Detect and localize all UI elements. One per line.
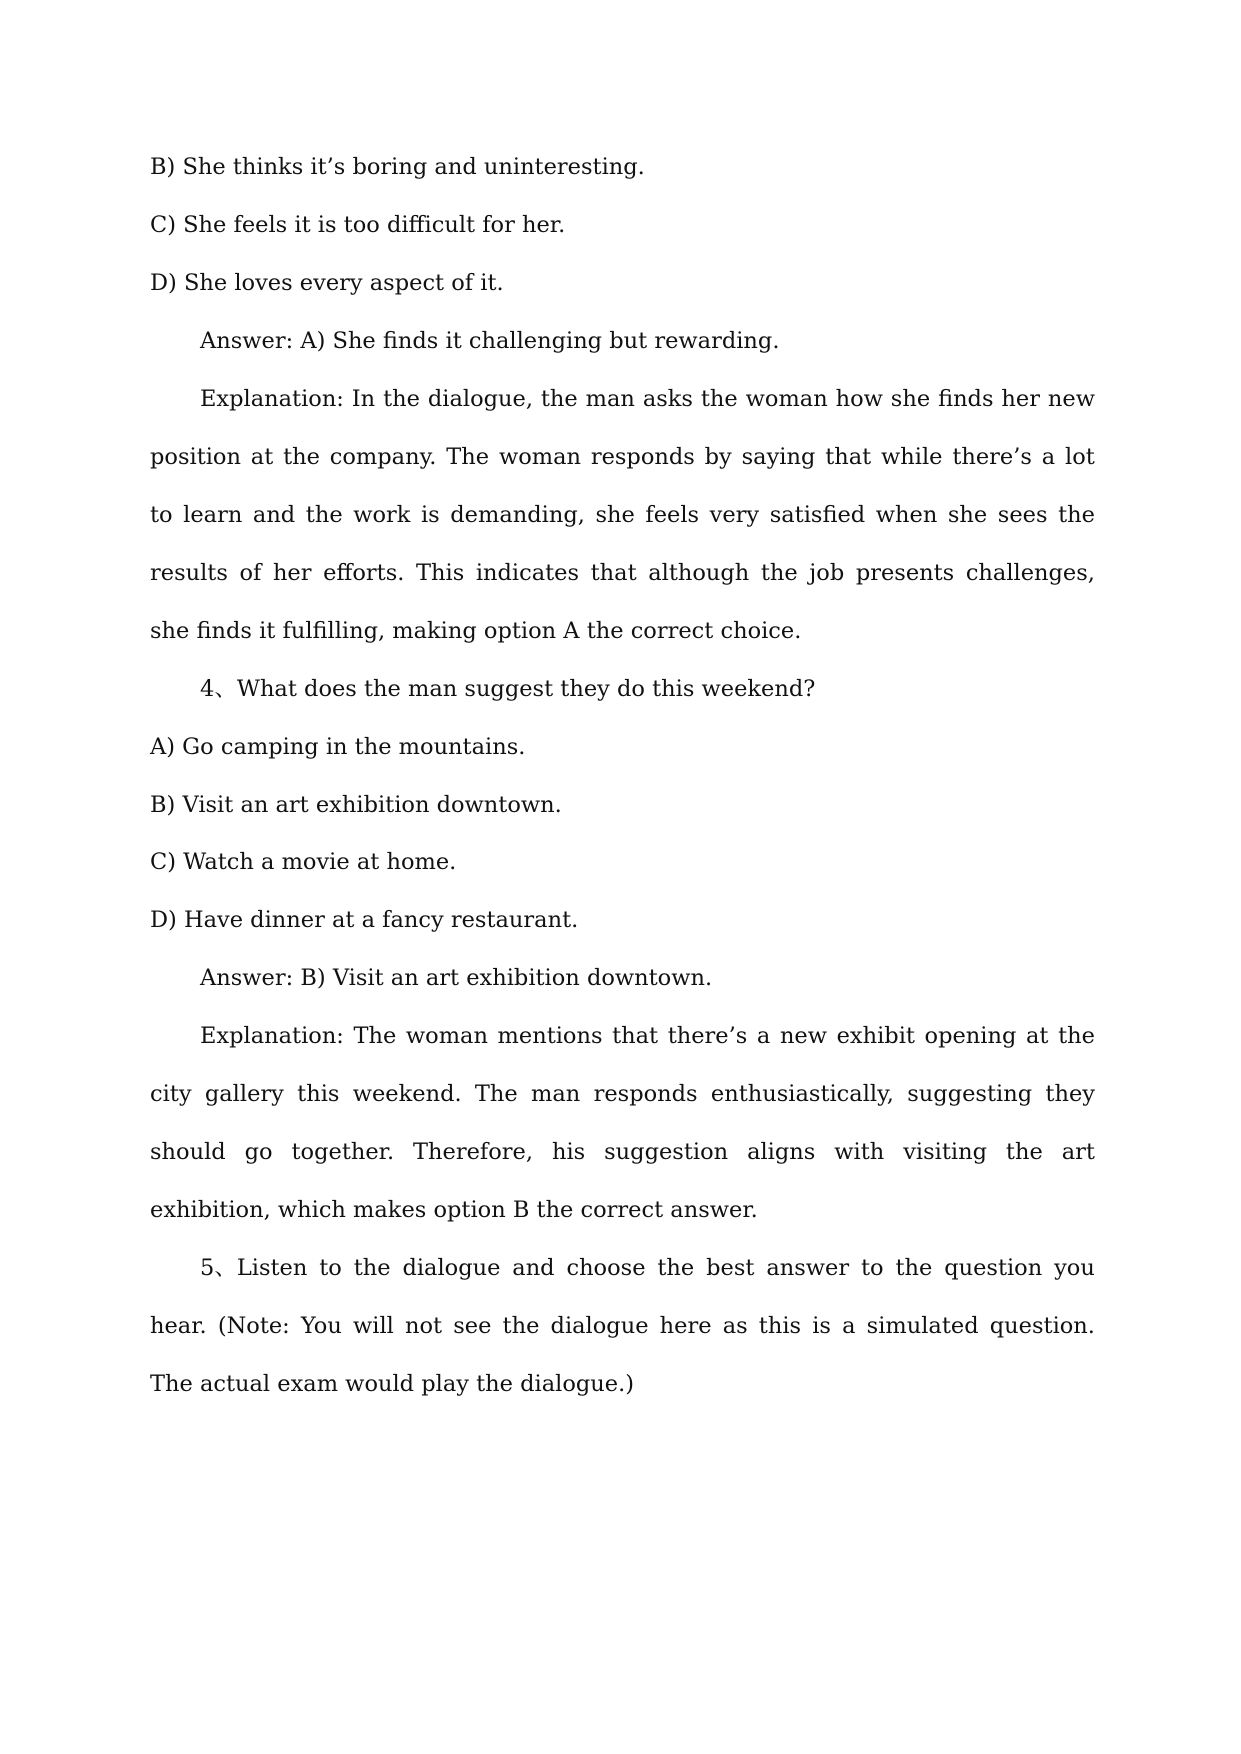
explanation-4-line-2: city gallery this weekend. The man responds enthusiastically, suggesting they (150, 1081, 1095, 1107)
question-5-line-2: hear. (Note: You will not see the dialogue here as this is a simulated question. (150, 1313, 1095, 1339)
explanation-4-line-3: should go together. Therefore, his suggestion aligns with visiting the art (150, 1139, 1095, 1165)
explanation-3-line-4: results of her efforts. This indicates that although the job presents challenges, (150, 560, 1095, 586)
question-5-line-1: 5、Listen to the dialogue and choose the best answer to the question you (200, 1255, 1095, 1281)
question-4-line: 4、What does the man suggest they do this weekend? (200, 676, 816, 702)
explanation-3-line-5: she finds it fulfilling, making option A the correct choice. (150, 618, 802, 644)
question-4-option-c: C) Watch a movie at home. (150, 849, 457, 875)
answer-3-line: Answer: A) She finds it challenging but rewarding. (200, 328, 780, 354)
answer-4-line: Answer: B) Visit an art exhibition downtown. (200, 965, 713, 991)
option-d-line: D) She loves every aspect of it. (150, 270, 504, 296)
explanation-3-line-3: to learn and the work is demanding, she feels very satisfied when she sees the (150, 502, 1095, 528)
question-4-option-b: B) Visit an art exhibition downtown. (150, 792, 562, 818)
explanation-3-line-1: Explanation: In the dialogue, the man asks the woman how she finds her new (200, 386, 1095, 412)
explanation-3-line-2: position at the company. The woman responds by saying that while there’s a lot (150, 444, 1095, 470)
question-4-option-d: D) Have dinner at a fancy restaurant. (150, 907, 579, 933)
explanation-4-line-1: Explanation: The woman mentions that there’s a new exhibit opening at the (200, 1023, 1095, 1049)
option-c-line: C) She feels it is too difficult for her. (150, 212, 566, 238)
option-b-line: B) She thinks it’s boring and uninteresting. (150, 154, 645, 180)
question-5-line-3: The actual exam would play the dialogue.) (150, 1371, 635, 1397)
question-4-option-a: A) Go camping in the mountains. (150, 734, 526, 760)
explanation-4-line-4: exhibition, which makes option B the correct answer. (150, 1197, 758, 1223)
